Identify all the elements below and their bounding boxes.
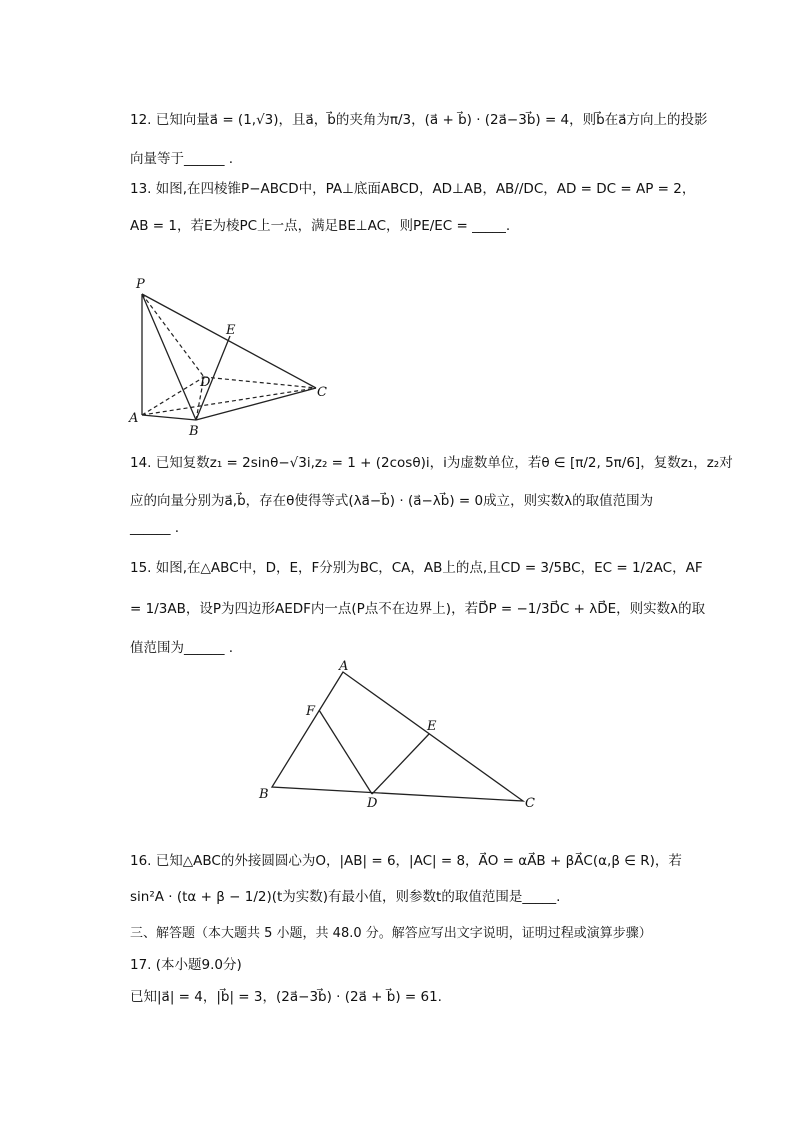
q14-line3: ______ .	[130, 520, 180, 536]
label-F: F	[306, 704, 316, 719]
pyramid-figure	[120, 270, 340, 440]
label-B: B	[259, 787, 269, 802]
label-E: E	[226, 323, 236, 338]
label-E: E	[427, 719, 437, 734]
q17-line1: 17. (本小题9.0分)	[130, 957, 242, 973]
q12-line1: 12. 已知向量a⃗ = (1,√3)，且a⃗，b⃗的夹角为π/3，(a⃗ + b⃗) · (2a⃗−3b⃗) = 4，则b⃗在a⃗方向上的投影	[130, 112, 708, 128]
q14-line1: 14. 已知复数z₁ = 2sinθ−√3i,z₂ = 1 + (2cosθ)i，i为虚数单位，若θ ∈ [π/2, 5π/6]，复数z₁，z₂对	[130, 455, 733, 471]
label-P: P	[136, 277, 145, 292]
label-D: D	[200, 375, 211, 390]
label-B: B	[189, 424, 199, 439]
q13-line2: AB = 1，若E为棱PC上一点，满足BE⊥AC，则PE/EC = _____.	[130, 218, 511, 234]
q17-line2: 已知|a⃗| = 4，|b⃗| = 3，(2a⃗−3b⃗) · (2a⃗ + b⃗) = 61.	[130, 989, 442, 1005]
label-C: C	[317, 385, 327, 400]
label-C: C	[525, 796, 535, 811]
section-3-heading: 三、解答题（本大题共 5 小题，共 48.0 分。解答应写出文字说明，证明过程或演算步骤）	[130, 926, 652, 941]
label-A: A	[339, 659, 349, 674]
q15-line3: 值范围为______ .	[130, 640, 234, 656]
q14-line2: 应的向量分别为a⃗,b⃗，存在θ使得等式(λa⃗−b⃗) · (a⃗−λb⃗) = 0成立，则实数λ的取值范围为	[130, 493, 654, 509]
q15-line1: 15. 如图,在△ABC中，D，E，F分别为BC，CA，AB上的点,且CD = 3/5BC，EC = 1/2AC，AF	[130, 560, 703, 576]
q16-line2: sin²A · (tα + β − 1/2)(t为实数)有最小值，则参数t的取值范围是_____.	[130, 889, 561, 905]
q16-line1: 16. 已知△ABC的外接圆圆心为O，|AB| = 6，|AC| = 8，A⃗O = αA⃗B + βA⃗C(α,β ∈ R)，若	[130, 853, 682, 869]
label-D: D	[367, 796, 378, 811]
q13-line1: 13. 如图,在四棱锥P−ABCD中，PA⊥底面ABCD，AD⊥AB，AB//DC，AD = DC = AP = 2，	[130, 181, 696, 197]
triangle-figure	[250, 655, 550, 815]
q12-line2: 向量等于______ .	[130, 151, 234, 167]
label-A: A	[129, 411, 139, 426]
q15-line2: = 1/3AB，设P为四边形AEDF内一点(P点不在边界上)，若D⃗P = −1/3D⃗C + λD⃗E，则实数λ的取	[130, 601, 706, 617]
